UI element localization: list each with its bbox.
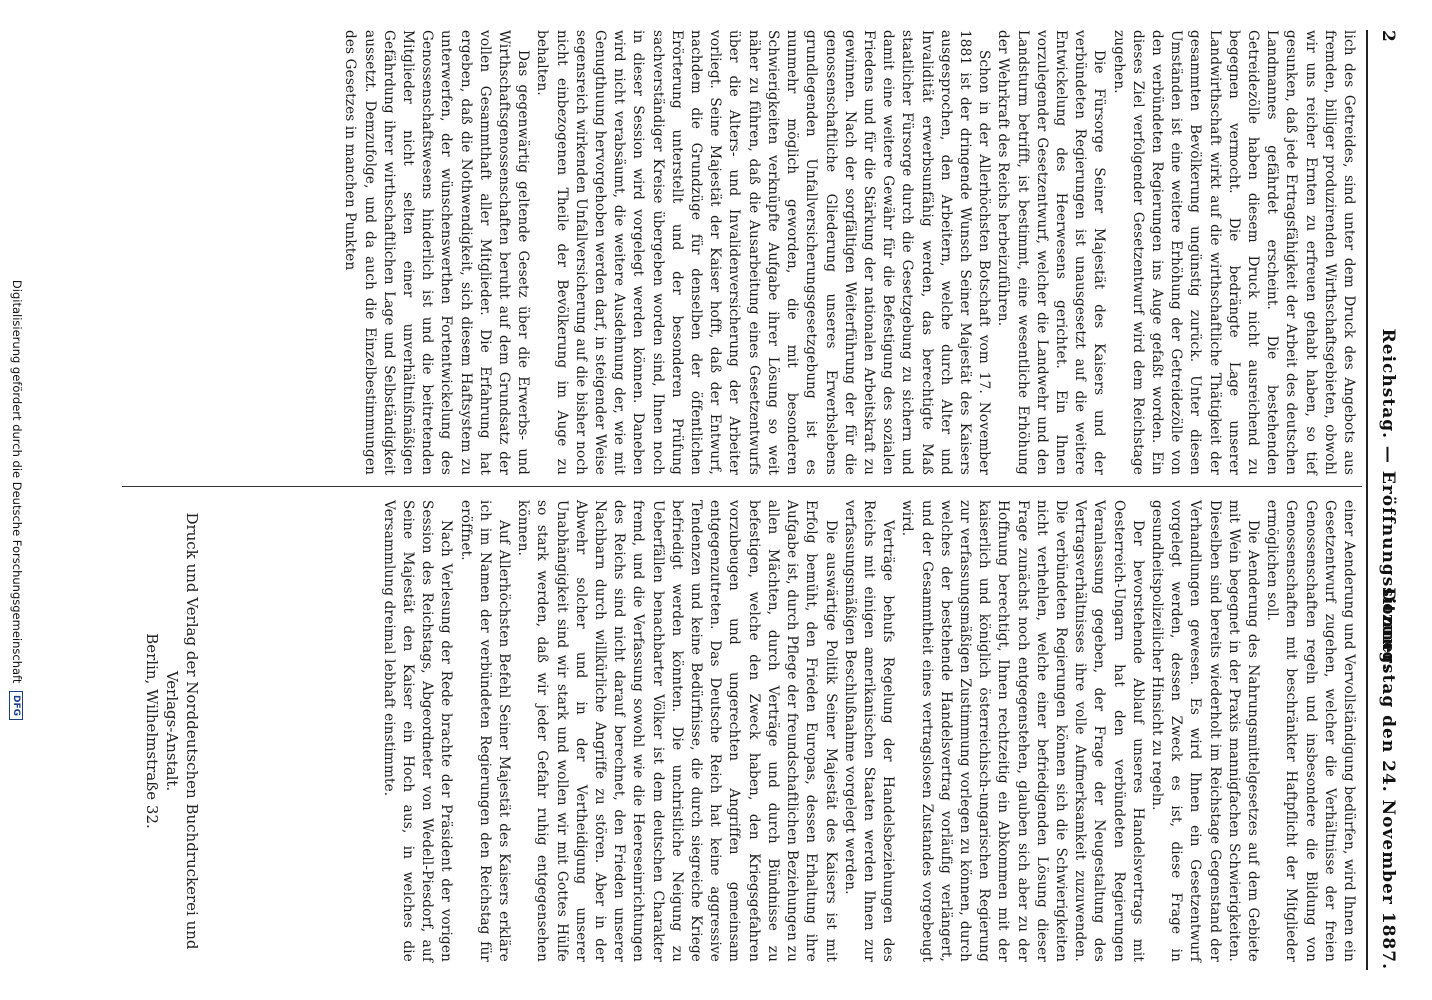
paragraph: lich des Getreides, sind unter dem Druck des Angebots aus fremden, billiger produzirenden Wirthschaftsgebieten, obwohl wir uns reicher Ernten zu erfreuen gehabt haben, so tief gesunken, daß jede Ertragsfähigkeit der Arbeit des deutschen Landmannes gefährdet erscheint. Die bestehenden Getreidezölle haben diesem Druck nicht ausreichend zu begegnen vermocht. Die bedrängte Lage unserer Landwirthschaft wirkt auf die wirthschaftliche Thätigkeit der gesammten Bevölkerung ungünstig zurück. Unter diesen Umständen ist eine weitere Erhöhung der Getreidezölle von den verbündeten Regierungen ins Auge gefaßt worden. Ein dieses Ziel verfolgender Gesetzentwurf wird dem Reichstage zugehen. [1110, 30, 1357, 475]
page-header [1366, 30, 1402, 970]
paragraph: Die Fürsorge Seiner Majestät des Kaisers und der verbündeten Regierungen ist unausgesetzt auf die weitere Entwickelung des Heerwesens gerichtet. Ein Ihnen vorzulegender Gesetzentwurf, welcher die Landwehr und den Landsturm betrifft, ist bestimmt, eine wesentliche Erhöhung der Wehrkraft des Reichs herbeizuführen. [995, 30, 1108, 475]
text-column-right [380, 500, 1358, 962]
paragraph: einer Aenderung und Vervollständigung bedürfen, wird Ihnen ein Gesetzentwurf zugehen, welcher die Verhältnisse der freien Genossenschaften regeln und insbesondere die Bildung von Genossenschaften mit beschränkter Haftpflicht der Mitglieder ermöglichen soll. [1264, 500, 1357, 962]
printer-imprint [142, 500, 202, 962]
running-title: Reichstag. — Eröffnungssitzung. [1378, 328, 1398, 672]
funding-text: Digitalisierung gefördert durch die Deutsche Forschungsgemeinschaft [10, 279, 24, 684]
paragraph: Der bevorstehende Ablauf unseres Handelsvertrags mit Oesterreich-Ungarn hat den verbündeten Regierungen Veranlassung gegeben, der Frage der Neugestaltung des Vertragsverhältnisses ihre volle Aufmerksamkeit zuzuwenden. Die verbündeten Regierungen können sich die Schwierigkeiten nicht verhehlen, welche einer befriedigenden Lösung dieser Frage zunächst noch entgegenstehen, glauben sich aber zu der Hoffnung berechtigt, Ihnen rechtzeitig ein Abkommen mit der kaiserlich und königlich österreichisch-ungarischen Regierung zur verfassungsmäßigen Zustimmung vorlegen zu können, durch welches der bestehende Handelsvertrag vorläufig verlängert, und der Gesammtheit eines vertragslosen Zustandes vorgebeugt wird. [899, 500, 1146, 962]
digitization-credit [7, 0, 27, 1000]
text-column-left [158, 30, 1358, 475]
column-divider [122, 486, 1362, 487]
paragraph: Nach Verlesung der Rede brachte der Präsident der vorigen Session des Reichstags, Abgeordneter von Wedell-Piesdorf, auf Seine Majestät den Kaiser ein Hoch aus, in welches die Versammlung dreimal lebhaft einstimmte. [380, 500, 455, 962]
paragraph: Auf Allerhöchsten Befehl Seiner Majestät des Kaisers erkläre ich im Namen der verbündeten Regierungen den Reichstag für eröffnet. [457, 500, 513, 962]
paragraph: Das gegenwärtig geltende Gesetz über die Erwerbs- und Wirthschaftsgenossenschaften beruht auf dem Grundsatz der vollen Gesammthaft aller Mitglieder. Die Erfahrung hat ergeben, daß die Nothwendigkeit, sich diesem Haftsystem zu unterwerfen, der wünschenswerthen Fortentwickelung des Genossenschaftswesens hinderlich ist und die beitretenden Mitglieder nicht selten einer unverhältnißmäßigen Gefährdung ihrer wirthschaftlichen Lage und Selbständigkeit aussetzt. Demzufolge, und da auch die Einzelbestimmungen des Gesetzes in manchen Punkten [342, 30, 532, 475]
imprint-address: Berlin, Wilhelmstraße 32. [143, 633, 161, 829]
page-number: 2 [1378, 30, 1398, 42]
paragraph: Die Aenderung des Nahrungsmittelgesetzes auf dem Gebiete mit Wein begegnet in der Praxis mannigfachen Schwierigkeiten. Dieselben sind bereits wiederholt im Reichstage Gegenstand der Verhandlungen gewesen. Es wird Ihnen ein Gesetzentwurf vorgelegt werden, dessen Zweck es ist, diese Frage in gesundheitspolizeilicher Hinsicht zu regeln. [1148, 500, 1261, 962]
paragraph: Verträge behufs Regelung der Handelsbeziehungen des Reichs mit einigen amerikanischen Staaten werden Ihnen zur verfassungsmäßigen Beschlußnahme vorgelegt werden. [841, 500, 897, 962]
dfg-logo-icon: DFG [10, 691, 24, 720]
paragraph: Die auswärtige Politik Seiner Majestät des Kaisers ist mit Erfolg bemüht, den Frieden Europas, dessen Erhaltung ihre Aufgabe ist, durch Pflege der freundschaftlichen Beziehungen zu allen Mächten, durch Verträge und durch Bündnisse zu befestigen, welche den Zweck haben, den Kriegsgefahren vorzubeugen und ungerechten Angriffen gemeinsam entgegenzutreten. Das Deutsche Reich hat keine aggressive Tendenzen und keine Bedürfnisse, die durch siegreiche Kriege befriedigt werden könnten. Die unchristliche Neigung zu Ueberfällen benachbarter Völker ist dem deutschen Charakter fremd, und die Verfassung sowohl wie die Heereseinrichtungen des Reichs sind nicht darauf berechnet, den Frieden unserer Nachbarn durch willkürliche Angriffe zu stören. Aber in der Abwehr solcher und in der Vertheidigung unserer Unabhängigkeit sind wir stark und wollen wir mit Gottes Hülfe so stark werden, daß wir jeder Gefahr ruhig entgegensehen können. [515, 500, 839, 962]
imprint-line: Druck und Verlag der Norddeutschen Buchdruckerei und Verlags-Anstalt. [163, 512, 201, 950]
paragraph: Schon in der Allerhöchsten Botschaft vom 17. November 1881 ist der dringende Wunsch Seiner Majestät des Kaisers ausgesprochen, den Arbeitern, welche durch Alter und Invalidität erwerbsunfähig werden, das berechtigte Maß staatlicher Fürsorge durch die Gesetzgebung zu sichern und damit eine weitere Gewähr für die Befestigung des sozialen Friedens und für die Stärkung der nationalen Arbeitskraft zu gewinnen. Nach der sorgfältigen Weiterführung der für die genossenschaftliche Gliederung unseres Erwerbslebens grundlegenden Unfallversicherungsgesetzgebung ist es nunmehr möglich geworden, die mit besonderen Schwierigkeiten verknüpfte Aufgabe ihrer Lösung so weit näher zu führen, daß die Ausarbeitung eines Gesetzentwurfs über die Alters- und Invalidenversicherung der Arbeiter vorliegt. Seine Majestät der Kaiser hofft, daß der Entwurf, nachdem die Grundzüge für denselben der öffentlichen Erörterung unterstellt und der besonderen Prüfung sachverständiger Kreise übergeben worden sind, Ihnen noch in dieser Session wird vorgelegt werden können. Daneben wird nicht verabsäumt, die weitere Ausdehnung der, wie mit Genugthuung hervorgehoben werden darf, in steigender Weise segensreich wirkenden Unfallversicherung auf die bisher noch nicht einbezogenen Theile der Bevölkerung im Auge zu behalten. [534, 30, 993, 475]
header-date: Donnerstag den 24. November 1887. [1378, 587, 1398, 970]
